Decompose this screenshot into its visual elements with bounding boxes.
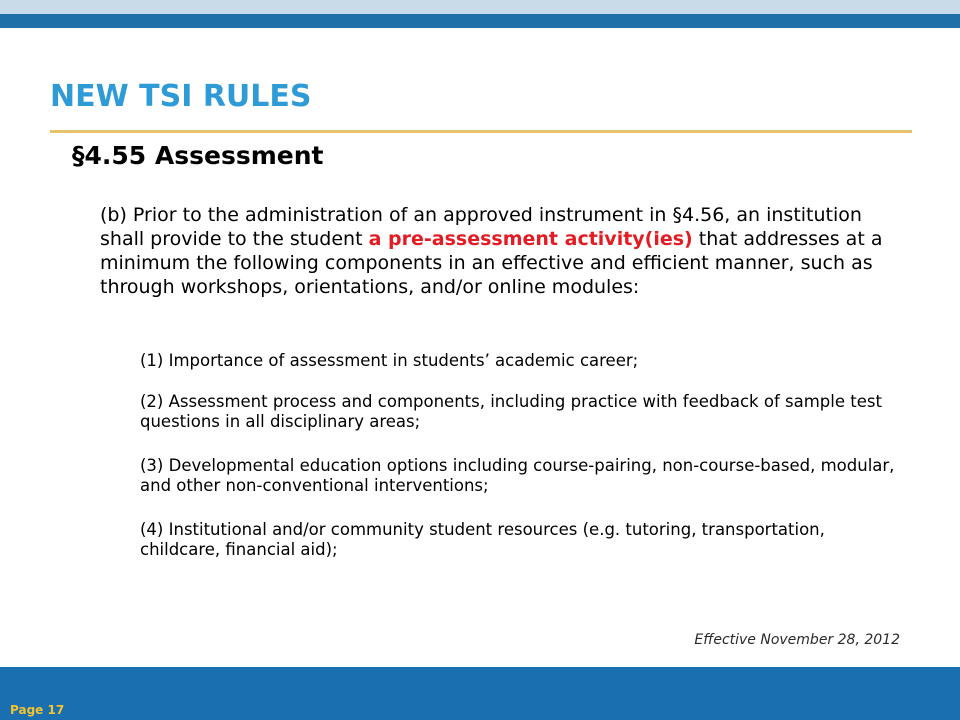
page-number: Page 17 (10, 703, 65, 717)
slide-title: NEW TSI RULES (50, 79, 312, 114)
footer-bar (0, 667, 960, 720)
intro-highlight: a pre-assessment activity(ies) (368, 228, 693, 250)
list-item-4: (4) Institutional and/or community student resources (e.g. tutoring, transportation, childcare, financial aid); (140, 520, 825, 559)
top-band-light (0, 0, 960, 14)
top-band-dark (0, 14, 960, 28)
section-heading: §4.55 Assessment (72, 141, 324, 170)
effective-date: Effective November 28, 2012 (694, 632, 900, 648)
intro-text-part1: (b) Prior to the administration of an approved instrument in §4.56, an institution shall provide to the student (100, 204, 862, 250)
list-item-2: (2) Assessment process and components, including practice with feedback of sample test questions in all disciplinary areas; (140, 392, 882, 431)
list-item-1: (1) Importance of assessment in students’ academic career; (140, 351, 639, 370)
intro-text-part2: that addresses at a minimum the following components in an effective and efficient manner, such as through workshops, orientations, and/or online modules: (100, 228, 883, 298)
intro-paragraph (100, 203, 912, 299)
requirements-list (140, 351, 910, 584)
title-divider (50, 130, 912, 133)
list-item-3: (3) Developmental education options including course-pairing, non-course-based, modular, and other non-conventional interventions; (140, 456, 895, 495)
